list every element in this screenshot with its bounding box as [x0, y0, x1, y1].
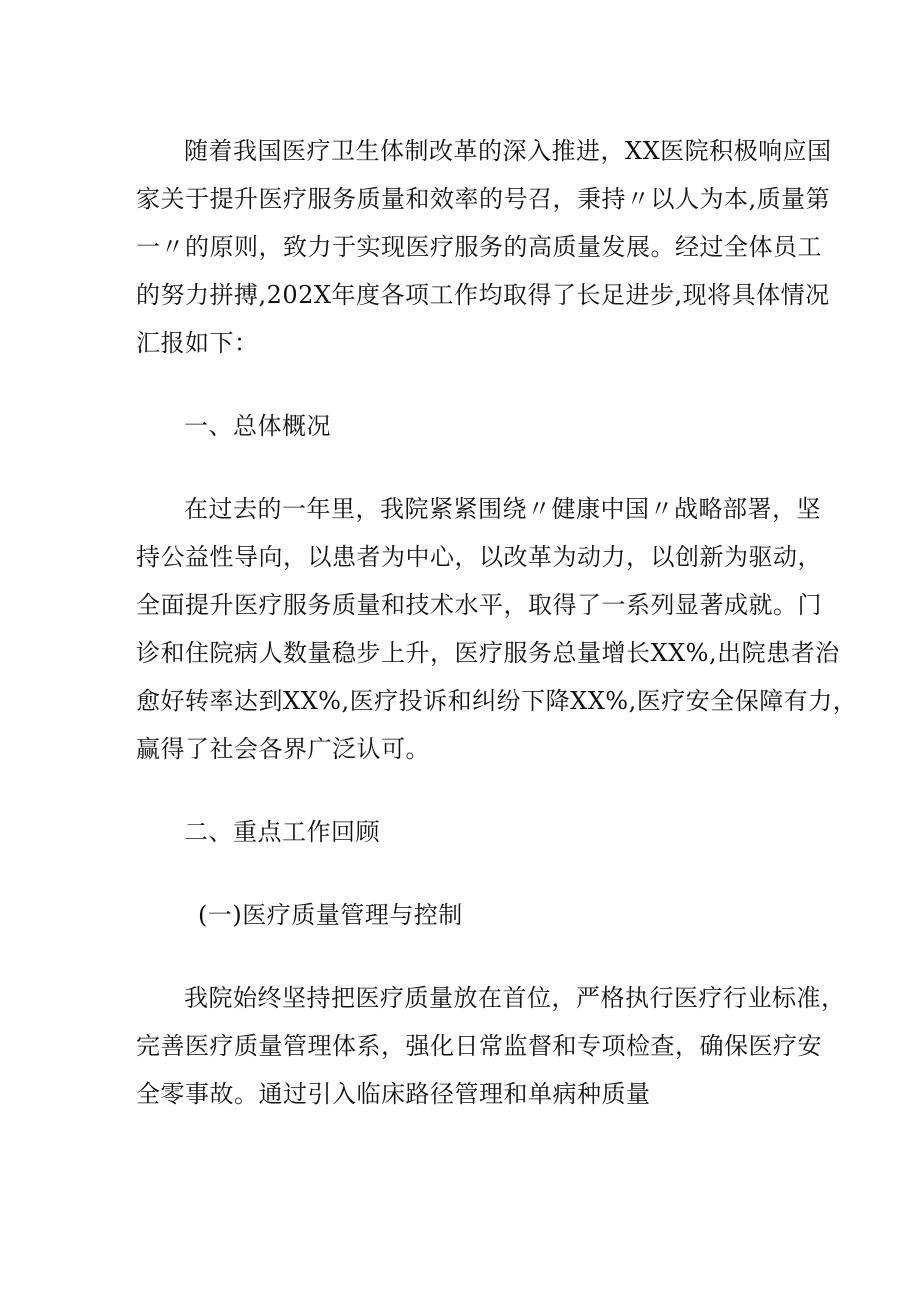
intro-paragraph-line: 随着我国医疗卫生体制改革的深入推进，XX医院积极响应国: [184, 137, 832, 165]
overview-paragraph-line: 全面提升医疗服务质量和技术水平，取得了一系列显著成就。门: [136, 591, 822, 619]
overview-paragraph-line: 愈好转率达到XX%,医疗投诉和纠纷下降XX%,医疗安全保障有力，: [136, 687, 858, 715]
overview-paragraph-line: 诊和住院病人数量稳步上升，医疗服务总量增长XX%,出院患者治: [136, 639, 840, 667]
subsection-heading-quality: (一)医疗质量管理与控制: [198, 901, 463, 929]
overview-paragraph-line: 持公益性导向，以患者为中心，以改革为动力，以创新为驱动，: [136, 543, 822, 571]
section-heading-overview: 一、总体概况: [184, 412, 331, 440]
quality-paragraph-line: 全零事故。通过引入临床路径管理和单病种质量: [136, 1080, 651, 1108]
quality-paragraph-line: 我院始终坚持把医疗质量放在首位，严格执行医疗行业标准，: [184, 984, 846, 1012]
section-heading-key-work: 二、重点工作回顾: [184, 818, 380, 846]
intro-paragraph-line: 汇报如下：: [136, 329, 259, 357]
quality-paragraph-line: 完善医疗质量管理体系，强化日常监督和专项检查，确保医疗安: [136, 1032, 822, 1060]
intro-paragraph-line: 一〃的原则，致力于实现医疗服务的高质量发展。经过全体员工: [136, 233, 822, 261]
overview-paragraph-line: 赢得了社会各界广泛认可。: [136, 735, 430, 763]
intro-paragraph-line: 的努力拼搏,202X年度各项工作均取得了长足进步,现将具体情况: [136, 281, 830, 309]
overview-paragraph-line: 在过去的一年里，我院紧紧围绕〃健康中国〃战略部署，坚: [184, 495, 821, 523]
intro-paragraph-line: 家关于提升医疗服务质量和效率的号召，秉持〃以人为本,质量第: [136, 185, 831, 213]
